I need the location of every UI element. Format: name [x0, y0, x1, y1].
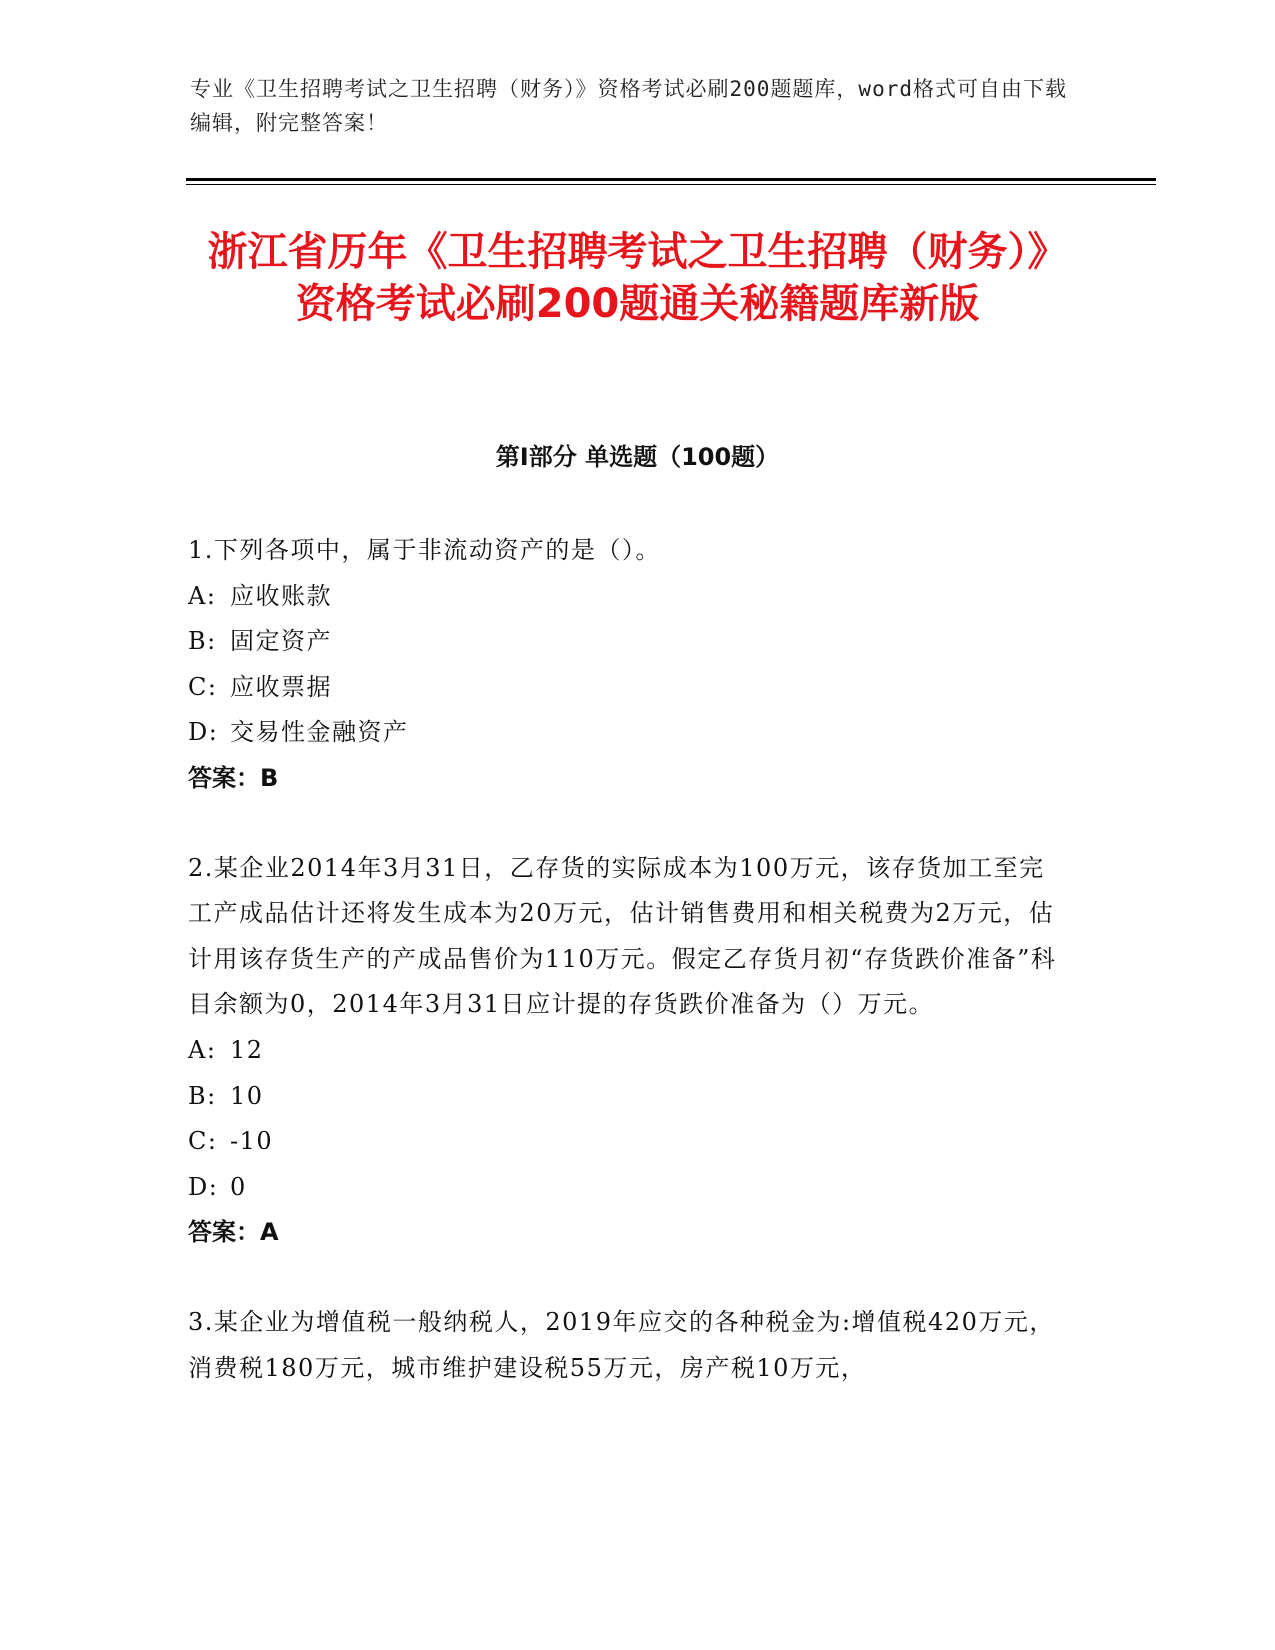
- option-text: 10: [230, 1081, 264, 1110]
- option-text: 应收账款: [230, 581, 332, 610]
- option-key: C:: [188, 672, 218, 701]
- option-key: A:: [188, 581, 217, 610]
- section-heading: 第I部分 单选题（100题）: [495, 443, 780, 471]
- option-text: 交易性金融资产: [230, 718, 409, 747]
- option-text: -10: [230, 1127, 274, 1156]
- option-key: C:: [188, 1127, 218, 1156]
- option-key: B:: [188, 627, 217, 656]
- option-a: [188, 574, 1068, 620]
- answer-line: 答案：A: [188, 1218, 279, 1247]
- question-list: [188, 528, 1068, 1435]
- option-b: [188, 619, 1068, 665]
- question-text: 1.下列各项中，属于非流动资产的是（）。: [188, 536, 661, 564]
- option-text: 0: [230, 1172, 247, 1201]
- header-divider-thin: [186, 184, 1156, 185]
- option-key: D:: [188, 1172, 219, 1201]
- question-3: [188, 1300, 1068, 1391]
- option-b: [188, 1074, 1068, 1120]
- option-text: 12: [230, 1035, 264, 1064]
- option-key: B:: [188, 1081, 217, 1110]
- option-c: [188, 665, 1068, 711]
- question-text: 3.某企业为增值税一般纳税人，2019年应交的各种税金为:增值税420万元，消费税180万元，城市维护建设税55万元，房产税10万元，: [188, 1307, 1055, 1382]
- answer-line: 答案：B: [188, 763, 279, 792]
- option-key: A:: [188, 1035, 217, 1064]
- question-2: [188, 846, 1068, 1256]
- option-d: [188, 710, 1068, 756]
- option-d: [188, 1165, 1068, 1211]
- question-text: 2.某企业2014年3月31日，乙存货的实际成本为100万元，该存货加工至完工产成品估计还将发生成本为20万元，估计销售费用和相关税费为2万元，估计用该存货生产的产成品售价为110万元。假定乙存货月初“存货跌价准备”科目余额为0，2014年3月31日应计提的存货跌价准备为（）万元。: [188, 853, 1057, 1019]
- document-title: 浙江省历年《卫生招聘考试之卫生招聘（财务）》资格考试必刷200题通关秘籍题库新版: [207, 229, 1068, 327]
- option-c: [188, 1119, 1068, 1165]
- header-divider: [186, 178, 1156, 181]
- header-note: 专业《卫生招聘考试之卫生招聘（财务）》资格考试必刷200题题库，word格式可自由下载编辑，附完整答案！: [190, 77, 1067, 135]
- option-text: 固定资产: [230, 627, 332, 656]
- question-1: [188, 528, 1068, 802]
- option-key: D:: [188, 718, 219, 747]
- option-a: [188, 1028, 1068, 1074]
- option-text: 应收票据: [230, 672, 332, 701]
